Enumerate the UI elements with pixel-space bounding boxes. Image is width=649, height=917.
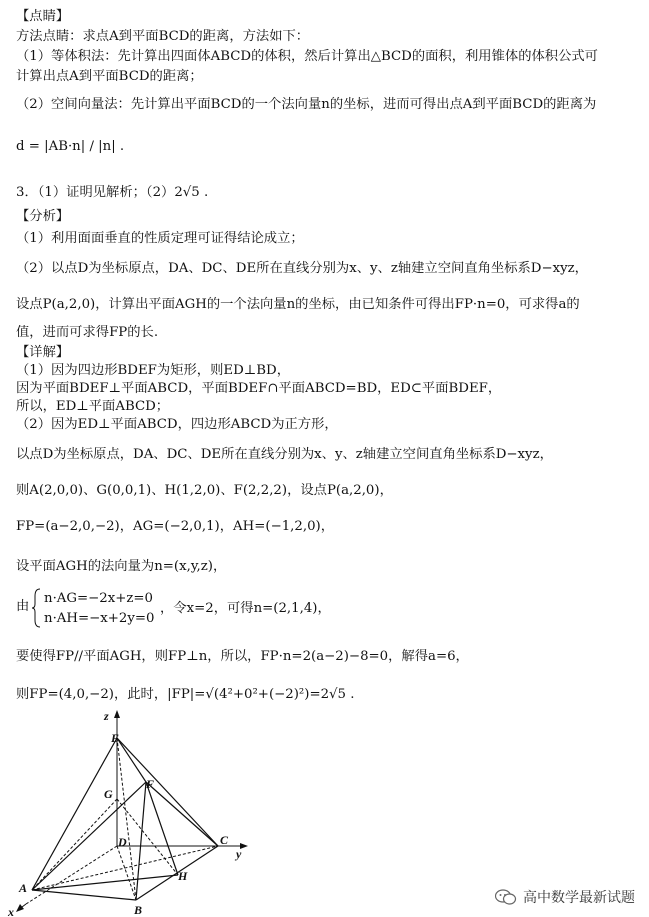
label-B: B (134, 903, 143, 917)
geometry-figure (0, 708, 300, 917)
prefix-you: 由 (16, 599, 30, 614)
left-brace (32, 588, 42, 628)
text-line: 以点D为坐标原点，DA、DC、DE所在直线分别为x、y、z轴建立空间直角坐标系D−xyz， (16, 447, 553, 462)
wechat-icon (495, 888, 517, 906)
label-E: E (111, 731, 120, 745)
text-line: 计算出点A到平面BCD的距离； (16, 69, 203, 84)
label-y: y (236, 847, 242, 861)
text-line: FP=(a−2,0,−2)，AG=(−2,0,1)，AH=(−1,2,0)， (16, 519, 335, 534)
label-D: D (118, 835, 127, 849)
system-eq-2: n·AH=−x+2y=0 (44, 611, 155, 626)
text-line: （2）以点D为坐标原点，DA、DC、DE所在直线分别为x、y、z轴建立空间直角坐标系D−xyz， (16, 261, 588, 276)
x-axis (26, 846, 117, 904)
system-continue: ，令x=2，可得n=(2,1,4)， (160, 601, 331, 616)
text-line: 值，进而可求得FP的长. (16, 325, 159, 340)
heading-xiangjie: 【详解】 (16, 345, 70, 360)
heading-dianjing: 【点睛】 (16, 9, 70, 24)
heading-fenxi: 【分析】 (16, 209, 70, 224)
label-A: A (19, 881, 28, 895)
text-line: 则FP=(4,0,−2)，此时，|FP|=√(4²+0²+(−2)²)=2√5 . (16, 687, 355, 702)
answer-line: 3．（1）证明见解析；（2）2√5 . (16, 185, 209, 200)
text-line: 设点P(a,2,0)，计算出平面AGH的一个法向量n的坐标，由已知条件可得出FP·n=0，可求得a的 (16, 297, 580, 312)
watermark-text: 高中数学最新试题 (523, 890, 635, 906)
text-line: （2）因为ED⊥平面ABCD，四边形ABCD为正方形， (16, 417, 338, 432)
text-line: （2）空间向量法：先计算出平面BCD的一个法向量n的坐标，进而可得出点A到平面BCD的距离为 (16, 97, 597, 112)
edge-EC (117, 738, 218, 846)
text-line: 所以，ED⊥平面ABCD； (16, 399, 170, 414)
label-F: F (146, 777, 155, 791)
text-line: （1）因为四边形BDEF为矩形，则ED⊥BD， (16, 363, 290, 378)
edge-FA (32, 782, 146, 890)
edge-EA (32, 738, 117, 890)
edge-FB (136, 782, 146, 900)
text-line: （1）等体积法：先计算出四面体ABCD的体积，然后计算出△BCD的面积，利用锥体的体积公式可 (16, 49, 598, 64)
edge-AB (32, 890, 136, 900)
edge-GA (32, 799, 117, 890)
distance-formula: d = |AB·n| / |n| . (16, 139, 125, 154)
label-x: x (8, 905, 14, 917)
text-line: 则A(2,0,0)、G(0,0,1)、H(1,2,0)、F(2,2,2)，设点P(a,2,0)， (16, 483, 393, 498)
label-G: G (104, 787, 113, 801)
label-z: z (104, 709, 109, 723)
label-C: C (220, 833, 229, 847)
edge-AH (32, 875, 178, 890)
edge-AC (32, 846, 218, 890)
text-line: 因为平面BDEF⊥平面ABCD，平面BDEF∩平面ABCD=BD，ED⊂平面BDEF， (16, 381, 502, 396)
text-line: （1）利用面面垂直的性质定理可证得结论成立； (16, 231, 304, 246)
label-H: H (178, 869, 188, 883)
system-eq-1: n·AG=−2x+z=0 (44, 591, 154, 606)
x-arrow-icon (16, 904, 24, 912)
text-line: 设平面AGH的法向量为n=(x,y,z)， (16, 559, 227, 574)
text-line: 方法点睛：求点A到平面BCD的距离，方法如下： (16, 29, 310, 44)
watermark (495, 887, 635, 907)
text-line: 要使得FP//平面AGH，则FP⊥n，所以，FP·n=2(a−2)−8=0，解得a=6， (16, 649, 469, 664)
z-arrow-icon (114, 710, 120, 718)
